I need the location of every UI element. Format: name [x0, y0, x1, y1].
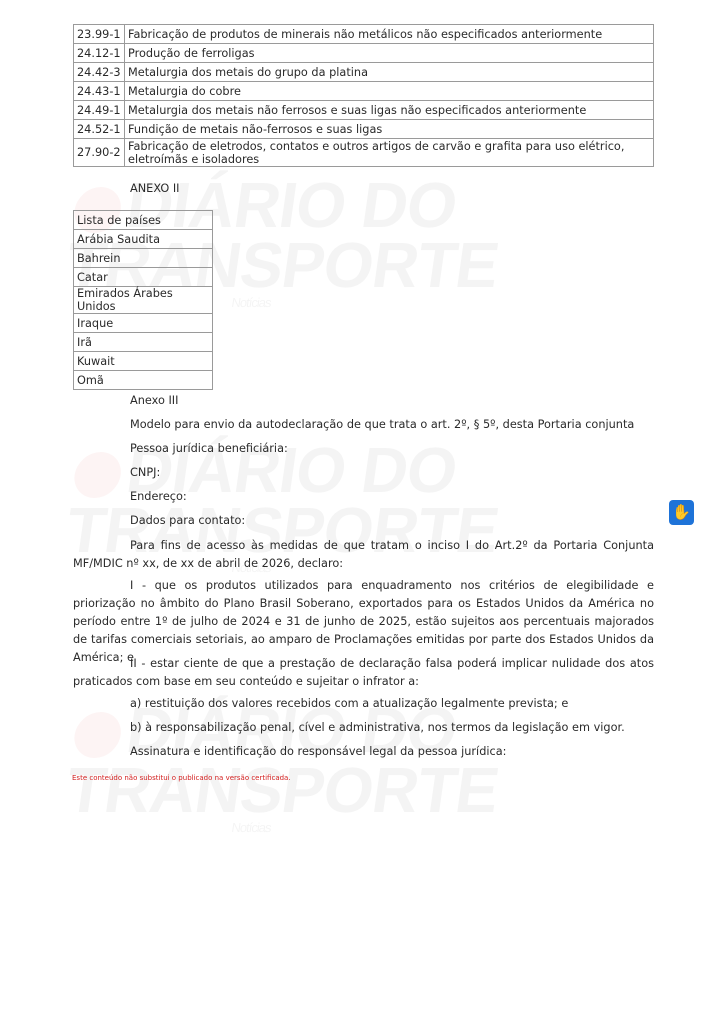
table-row [74, 249, 213, 268]
table-row [74, 63, 654, 82]
country-name: Iraque [74, 314, 213, 333]
company-label: Pessoa jurídica beneficiária: [130, 442, 288, 455]
annex2-title: ANEXO II [130, 182, 180, 195]
country-name: Arábia Saudita [74, 230, 213, 249]
model-text: Modelo para envio da autodeclaração de que trata o art. 2º, § 5º, desta Portaria conjunta [130, 418, 635, 431]
cnae-code: 24.52-1 [74, 120, 125, 139]
accessibility-button[interactable] [669, 500, 694, 525]
cnae-code: 24.43-1 [74, 82, 125, 101]
countries-table [73, 210, 213, 390]
signature-label: Assinatura e identificação do responsável legal da pessoa jurídica: [130, 745, 507, 758]
table-row [74, 287, 213, 314]
country-name: Emirados Árabes Unidos [74, 287, 213, 314]
country-name: Kuwait [74, 352, 213, 371]
table-row [74, 333, 213, 352]
countries-header: Lista de países [74, 211, 213, 230]
cnae-description: Metalurgia do cobre [125, 82, 654, 101]
table-row [74, 25, 654, 44]
item-2-paragraph: II - estar ciente de que a prestação de declaração falsa poderá implicar nulidade dos atos praticados com base em seu conteúdo e sujeitar o infrator a: [73, 657, 654, 688]
table-row [74, 82, 654, 101]
certification-notice: Este conteúdo não substitui o publicado na versão certificada. [72, 774, 291, 782]
cnae-description: Metalurgia dos metais não ferrosos e suas ligas não especificados anteriormente [125, 101, 654, 120]
table-row [74, 268, 213, 287]
table-row [74, 230, 213, 249]
cnae-code: 24.12-1 [74, 44, 125, 63]
item-1-paragraph: I - que os produtos utilizados para enquadramento nos critérios de elegibilidade e priorização no âmbito do Plano Brasil Soberano, exportados para os Estados Unidos da América no período entre 1º de julho de 2024 e 31 de junho de 2025, estão sujeitos aos percentuais majorados de tarifas comerciais setoriais, ao amparo de Proclamações emitidas por parte dos Estados Unidos da América; e [73, 579, 654, 664]
cnae-code: 27.90-2 [74, 139, 125, 167]
cnae-table [73, 24, 654, 167]
address-label: Endereço: [130, 490, 187, 503]
cnae-description: Produção de ferroligas [125, 44, 654, 63]
cnae-code: 24.42-3 [74, 63, 125, 82]
table-header-row [74, 211, 213, 230]
cnpj-label: CNPJ: [130, 466, 161, 479]
cnae-description: Fundição de metais não-ferrosos e suas ligas [125, 120, 654, 139]
table-row [74, 44, 654, 63]
country-name: Irã [74, 333, 213, 352]
cnae-code: 23.99-1 [74, 25, 125, 44]
cnae-description: Fabricação de eletrodos, contatos e outros artigos de carvão e grafita para uso elétrico, eletroímãs e isoladores [125, 139, 654, 167]
cnae-description: Fabricação de produtos de minerais não metálicos não especificados anteriormente [125, 25, 654, 44]
contact-label: Dados para contato: [130, 514, 246, 527]
item-b: b) à responsabilização penal, cível e administrativa, nos termos da legislação em vigor. [130, 721, 625, 734]
sign-language-hands-icon: ✋ [672, 503, 691, 521]
table-row [74, 352, 213, 371]
item-a: a) restituição dos valores recebidos com a atualização legalmente prevista; e [130, 697, 569, 710]
table-row [74, 120, 654, 139]
table-row [74, 101, 654, 120]
country-name: Bahrein [74, 249, 213, 268]
cnae-code: 24.49-1 [74, 101, 125, 120]
table-row [74, 371, 213, 390]
table-row [74, 139, 654, 167]
table-row [74, 314, 213, 333]
annex3-title: Anexo III [130, 394, 179, 407]
intro-paragraph: Para fins de acesso às medidas de que tratam o inciso I do Art.2º da Portaria Conjunta MF/MDIC nº xx, de xx de abril de 2026, declaro: [73, 539, 654, 570]
cnae-description: Metalurgia dos metais do grupo da platina [125, 63, 654, 82]
country-name: Omã [74, 371, 213, 390]
country-name: Catar [74, 268, 213, 287]
